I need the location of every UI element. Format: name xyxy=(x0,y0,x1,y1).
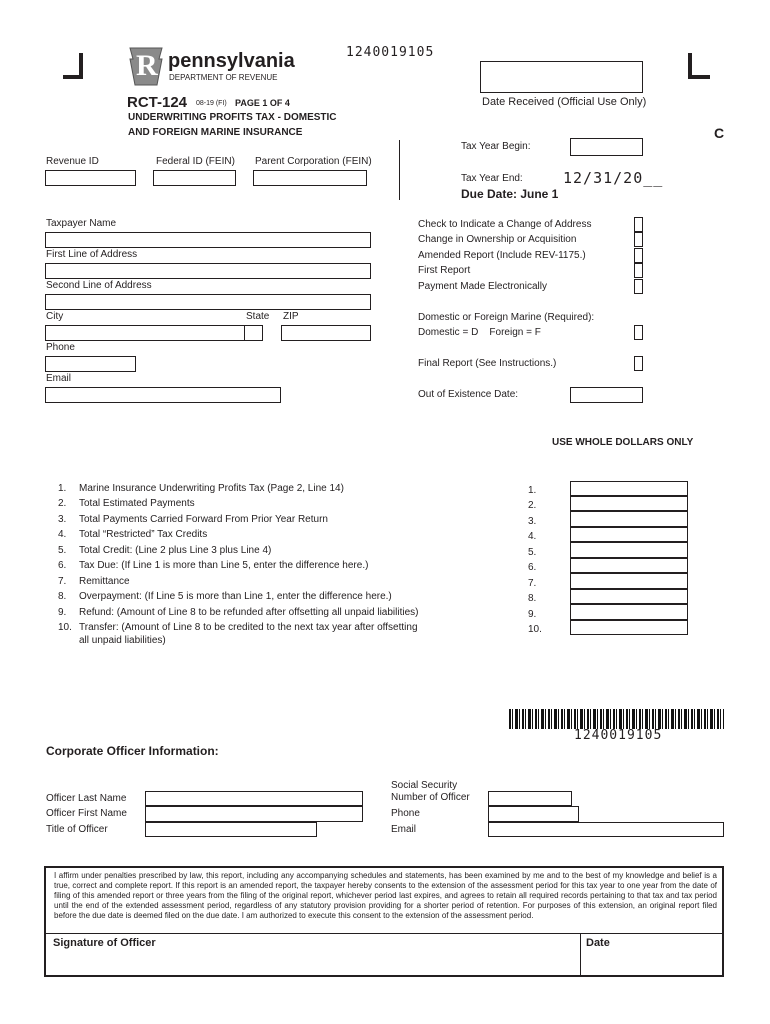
date-received-box[interactable] xyxy=(480,61,643,93)
revenue-id-label: Revenue ID xyxy=(46,156,99,167)
state-name: pennsylvania xyxy=(168,50,295,72)
line-5-right-num: 5. xyxy=(528,547,537,558)
line-10-num: 10. xyxy=(58,622,72,633)
line-7-right-num: 7. xyxy=(528,578,537,589)
date-received-label: Date Received (Official Use Only) xyxy=(482,96,647,108)
date-label: Date xyxy=(586,937,610,949)
parent-corp-label: Parent Corporation (FEIN) xyxy=(255,156,372,167)
barcode-number: 1240019105 xyxy=(574,728,663,743)
corner-letter: C xyxy=(714,125,725,141)
line-6-text: Tax Due: (If Line 1 is more than Line 5, enter the difference here.) xyxy=(79,560,369,571)
change-address-checkbox[interactable] xyxy=(634,217,643,232)
line-5-amount[interactable] xyxy=(570,542,688,558)
officer-heading: Corporate Officer Information: xyxy=(46,744,219,758)
line-6-num: 6. xyxy=(58,560,67,571)
federal-id-field[interactable] xyxy=(153,170,236,186)
line-10-text: Transfer: (Amount of Line 8 to be credited to the next tax year after offsetting xyxy=(79,622,418,633)
officer-last-name-label: Officer Last Name xyxy=(46,793,127,804)
email-label: Email xyxy=(46,373,72,384)
line-6-right-num: 6. xyxy=(528,562,537,573)
officer-first-name-label: Officer First Name xyxy=(46,808,127,819)
line-9-text: Refund: (Amount of Line 8 to be refunded after offsetting all unpaid liabilities) xyxy=(79,607,419,618)
registration-mark-top-left xyxy=(63,53,83,79)
address-line1-field[interactable] xyxy=(45,263,371,279)
officer-phone-label: Phone xyxy=(391,808,420,819)
registration-mark-top-right xyxy=(688,53,710,79)
email-field[interactable] xyxy=(45,387,281,403)
address-line1-label: First Line of Address xyxy=(46,249,138,260)
payment-electronic-checkbox[interactable] xyxy=(634,279,643,294)
document-number: 1240019105 xyxy=(346,45,435,60)
ssn-field[interactable] xyxy=(488,791,572,806)
line-3-right-num: 3. xyxy=(528,516,537,527)
logo-letter: R xyxy=(136,49,158,82)
form-version: 08-19 (FI) xyxy=(196,100,227,107)
line-5-num: 5. xyxy=(58,545,67,556)
line-4-right-num: 4. xyxy=(528,531,537,542)
keystone-logo xyxy=(127,45,165,87)
line-7-text: Remittance xyxy=(79,576,130,587)
line-4-amount[interactable] xyxy=(570,527,688,542)
line-3-text: Total Payments Carried Forward From Prior Year Return xyxy=(79,514,328,525)
whole-dollars-note: USE WHOLE DOLLARS ONLY xyxy=(552,437,694,448)
federal-id-label: Federal ID (FEIN) xyxy=(156,156,235,167)
vertical-divider xyxy=(399,140,400,200)
department-name: DEPARTMENT OF REVENUE xyxy=(169,73,278,82)
affirmation-box xyxy=(44,866,724,977)
city-label: City xyxy=(46,311,64,322)
line-8-right-num: 8. xyxy=(528,593,537,604)
line-8-text: Overpayment: (If Line 5 is more than Line 1, enter the difference here.) xyxy=(79,591,392,602)
officer-email-field[interactable] xyxy=(488,822,724,837)
amended-report-checkbox[interactable] xyxy=(634,248,643,263)
revenue-id-field[interactable] xyxy=(45,170,136,186)
line-10-amount[interactable] xyxy=(570,620,688,635)
amended-report-label: Amended Report (Include REV-1175.) xyxy=(418,250,586,261)
form-title-line1: UNDERWRITING PROFITS TAX - DOMESTIC xyxy=(128,112,337,123)
final-report-checkbox[interactable] xyxy=(634,356,643,371)
line-9-right-num: 9. xyxy=(528,609,537,620)
officer-phone-field[interactable] xyxy=(488,806,579,822)
change-ownership-label: Change in Ownership or Acquisition xyxy=(418,234,577,245)
officer-email-label: Email xyxy=(391,824,417,835)
final-report-label: Final Report (See Instructions.) xyxy=(418,358,557,369)
ssn-label-line2: Number of Officer xyxy=(391,792,470,803)
signature-label: Signature of Officer xyxy=(53,937,156,949)
out-of-existence-field[interactable] xyxy=(570,387,643,403)
state-field[interactable] xyxy=(244,325,263,341)
line-2-num: 2. xyxy=(58,498,67,509)
domestic-foreign-checkbox[interactable] xyxy=(634,325,643,340)
officer-first-name-field[interactable] xyxy=(145,806,363,822)
first-report-checkbox[interactable] xyxy=(634,263,643,278)
taxpayer-name-field[interactable] xyxy=(45,232,371,248)
zip-field[interactable] xyxy=(281,325,371,341)
line-1-num: 1. xyxy=(58,483,67,494)
change-address-label: Check to Indicate a Change of Address xyxy=(418,219,592,230)
line-1-amount[interactable] xyxy=(570,481,688,496)
tax-year-end-value: 12/31/20__ xyxy=(563,169,664,187)
date-field[interactable] xyxy=(583,952,720,974)
address-line2-field[interactable] xyxy=(45,294,371,310)
line-7-amount[interactable] xyxy=(570,573,688,589)
due-date: Due Date: June 1 xyxy=(461,187,559,201)
form-id: RCT-124 xyxy=(127,94,188,111)
officer-title-field[interactable] xyxy=(145,822,317,837)
line-3-num: 3. xyxy=(58,514,67,525)
taxpayer-name-label: Taxpayer Name xyxy=(46,218,117,229)
change-ownership-checkbox[interactable] xyxy=(634,232,643,247)
domestic-foreign-codes: Domestic = D Foreign = F xyxy=(418,327,541,338)
form-title-line2: AND FOREIGN MARINE INSURANCE xyxy=(128,127,303,138)
address-line2-label: Second Line of Address xyxy=(46,280,152,291)
line-10-right-num: 10. xyxy=(528,624,542,635)
city-field[interactable] xyxy=(45,325,254,341)
officer-title-label: Title of Officer xyxy=(46,824,108,835)
line-9-amount[interactable] xyxy=(570,604,688,620)
tax-year-begin-label: Tax Year Begin: xyxy=(461,141,531,152)
signature-date-divider xyxy=(580,933,581,975)
line-3-amount[interactable] xyxy=(570,511,688,527)
officer-last-name-field[interactable] xyxy=(145,791,363,806)
line-9-num: 9. xyxy=(58,607,67,618)
line-2-amount[interactable] xyxy=(570,496,688,511)
payment-electronic-label: Payment Made Electronically xyxy=(418,281,547,292)
signature-field[interactable] xyxy=(48,952,578,974)
first-report-label: First Report xyxy=(418,265,471,276)
line-2-text: Total Estimated Payments xyxy=(79,498,195,509)
line-1-right-num: 1. xyxy=(528,485,537,496)
ssn-label-line1: Social Security xyxy=(391,780,458,791)
domestic-foreign-label: Domestic or Foreign Marine (Required): xyxy=(418,312,595,323)
parent-corp-field[interactable] xyxy=(253,170,367,186)
line-1-text: Marine Insurance Underwriting Profits Tax (Page 2, Line 14) xyxy=(79,483,344,494)
line-8-amount[interactable] xyxy=(570,589,688,604)
page-info: PAGE 1 OF 4 xyxy=(235,98,290,108)
barcode xyxy=(509,709,724,729)
line-10-continuation: all unpaid liabilities) xyxy=(79,635,166,646)
tax-year-begin-field[interactable] xyxy=(570,138,643,156)
line-4-num: 4. xyxy=(58,529,67,540)
affirmation-text: I affirm under penalties prescribed by law, this report, including any accompanying schedules and statements, has been examined by me and to the best of my knowledge and belief is a true, correct and complete report. If this report is an amended report, the taxpayer hereby consents to the extension of the assessment period for this tax year to one year from the date of filing of this amended report or three years from the filing of the original report, whichever period last expires, and agrees to retain all required records pertaining to that tax and tax period until the end of the extended assessment period, regardless of any statutory provision providing for a shorter period of retention. For purposes of this extension, an original report filed before the due date is deemed filed on the due date. I am authorized to execute this consent to the extension of the assessment period. xyxy=(54,871,717,920)
line-2-right-num: 2. xyxy=(528,500,537,511)
line-7-num: 7. xyxy=(58,576,67,587)
out-of-existence-label: Out of Existence Date: xyxy=(418,389,519,400)
line-8-num: 8. xyxy=(58,591,67,602)
line-4-text: Total “Restricted” Tax Credits xyxy=(79,529,208,540)
state-label: State xyxy=(246,311,270,322)
line-6-amount[interactable] xyxy=(570,558,688,573)
line-5-text: Total Credit: (Line 2 plus Line 3 plus Line 4) xyxy=(79,545,272,556)
tax-year-end-label: Tax Year End: xyxy=(461,173,523,184)
phone-field[interactable] xyxy=(45,356,136,372)
affirmation-divider xyxy=(46,933,722,934)
phone-label: Phone xyxy=(46,342,75,353)
zip-label: ZIP xyxy=(283,311,299,322)
